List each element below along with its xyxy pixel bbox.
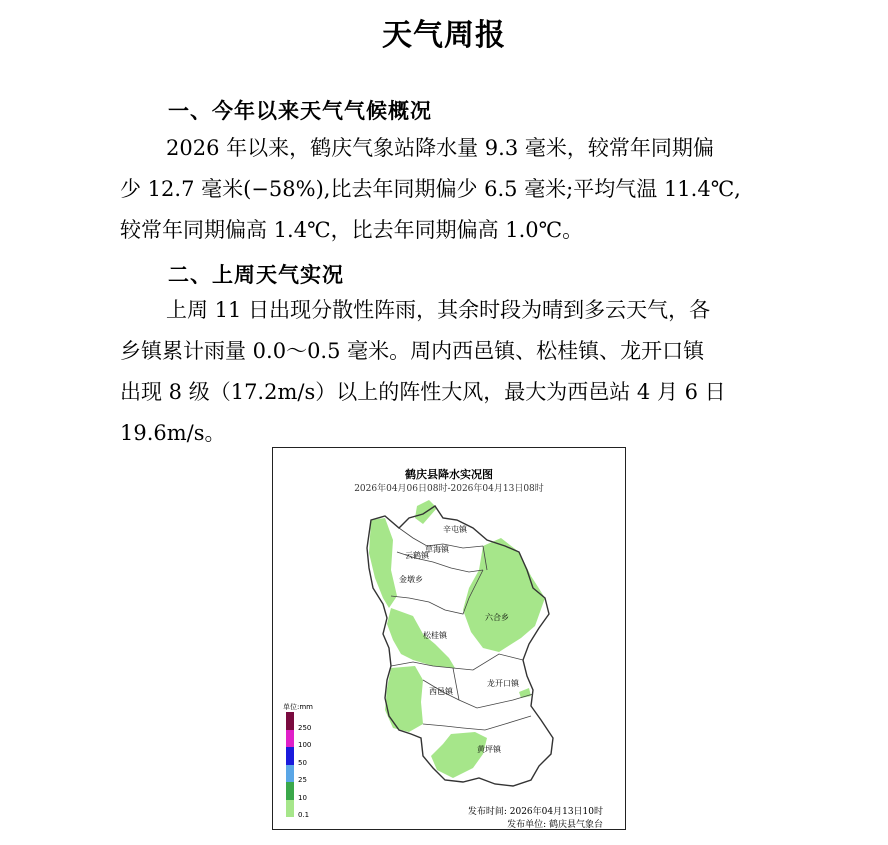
map-subtitle: 2026年04月06日08时-2026年04月13日08时 [354,484,544,494]
legend-label: 10 [298,793,307,802]
legend-swatch [286,712,294,730]
town-label-yunhe: 云鹤镇 [405,551,429,560]
section2-line: 出现 8 级（17.2m/s）以上的阵性大风，最大为西邑站 4 月 6 日 [120,380,726,404]
section1-line: 较常年同期偏高 1.4℃，比去年同期偏高 1.0℃。 [120,218,584,242]
legend-label: 25 [298,776,307,784]
rain-area-xiyi [385,666,423,732]
rain-area-huangping [431,732,487,778]
section1-paragraph [120,128,780,251]
legend-swatch [286,782,294,800]
rain-area-west [369,518,397,608]
town-label-huangping: 黄坪镇 [477,745,501,754]
town-label-caohai: 草海镇 [425,545,449,554]
rain-area-northeast [463,538,545,652]
section2-line: 上周 11 日出现分散性阵雨，其余时段为晴到多云天气，各 [166,298,711,322]
legend-label: 100 [298,741,312,749]
legend-label: 250 [298,723,312,732]
section2-paragraph [120,290,780,454]
boundary-line [423,716,531,730]
section2-line: 19.6m/s。 [120,421,226,445]
section2-heading: 二、上周天气实况 [168,263,344,287]
legend-label: 50 [298,758,307,767]
town-label-jindun: 金墩乡 [399,575,423,584]
town-label-songgui: 松桂镇 [423,631,447,640]
town-label-xiyi: 西邑镇 [429,687,453,696]
town-label-xinzhuang: 辛屯镇 [443,525,467,534]
town-label-longkaikou: 龙开口镇 [487,679,519,688]
precipitation-map [272,447,626,830]
map-title: 鹤庆县降水实况图 [405,468,493,481]
section1-heading: 一、今年以来天气气候概况 [168,99,432,123]
legend-swatch [286,800,294,818]
boundary-line [453,668,459,700]
section2-line: 乡镇累计雨量 0.0～0.5 毫米。周内西邑镇、松桂镇、龙开口镇 [120,339,705,363]
town-label-liuhe: 六合乡 [485,613,509,622]
legend-swatch [286,765,294,783]
county-map-graphic [273,448,627,831]
section1-line: 少 12.7 毫米(−58%),比去年同期偏少 6.5 毫米;平均气温 11.4℃, [120,177,741,201]
legend-label: 0.1 [298,811,310,819]
publish-time: 发布时间: 2026年04月13日10时 [467,807,603,817]
page-title: 天气周报 [382,18,506,53]
legend-unit: 单位:mm [283,703,313,711]
publisher: 发布单位: 鹤庆县气象台 [507,820,603,830]
legend-swatch [286,730,294,748]
legend-swatch [286,747,294,765]
section1-line: 2026 年以来，鹤庆气象站降水量 9.3 毫米，较常年同期偏 [166,136,714,160]
